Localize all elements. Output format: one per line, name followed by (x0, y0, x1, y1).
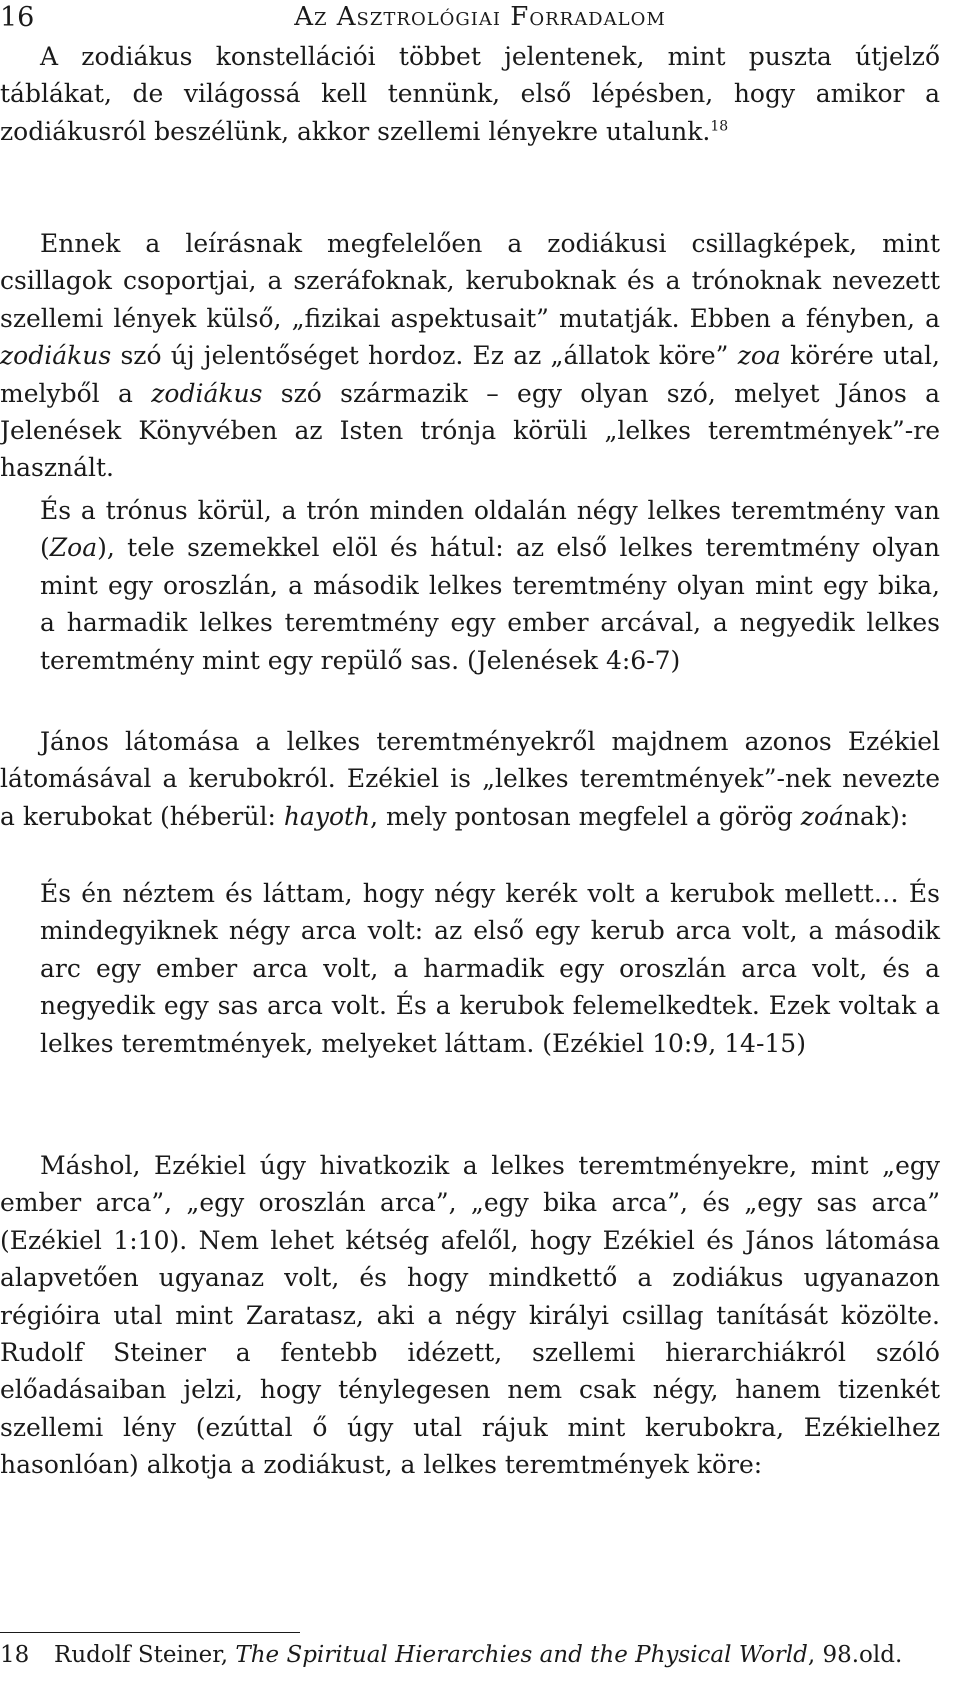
paragraph-1-text: A zodiákus konstellációi többet jelentenek, mint puszta útjelző táblákat, de világossá kell tennünk, első lépésben, hogy amikor a zodiákusról beszélünk, akkor szellemi lényekre utalunk. (0, 42, 940, 146)
paragraph-2 (0, 225, 940, 487)
q1-italic-zoa: Zoa (49, 533, 98, 563)
paragraph-1 (0, 38, 940, 150)
footnote-divider (0, 1632, 300, 1633)
q1-text-2: ), tele szemekkel elöl és hátul: az első lelkes teremtmény olyan mint egy oroszlán, a második lelkes teremtmény olyan mint egy bika, a harmadik lelkes teremtmény egy ember arcával, a negyedik lelkes teremtmény mint egy repülő sas. (Jelenések 4:6-7) (40, 533, 940, 675)
p2-text-4: szó származik – egy olyan szó, melyet János a Jelenések Könyvében az Isten trónja körüli „lelkes teremtmények”-re használt. (0, 378, 941, 483)
footnote-18 (0, 1639, 940, 1671)
p2-text-2: szó új jelentőséget hordoz. Ez az „állatok köre” (111, 341, 738, 371)
footnote-page: , 98.old. (807, 1642, 903, 1668)
p2-text-1: Ennek a leírásnak megfelelően a zodiákusi csillagképek, mint csillagok csoportjai, a szeráfoknak, keruboknak és a trónoknak nevezett szellemi lények külső, „fizikai aspektusait” mutatják. Ebben a fényben, a (0, 229, 940, 333)
paragraph-4: Máshol, Ezékiel úgy hivatkozik a lelkes teremtményekre, mint „egy ember arca”, „egy oroszlán arca”, „egy bika arca”, és „egy sas arca” (Ezékiel 1:10). Nem lehet kétség afelől, hogy Ezékiel és János látomása alapvetően ugyanaz volt, és hogy mindkettő a zodiákus ugyanazon régióira utal mint Zaratasz, aki a négy királyi csillag tanítását közölte. Rudolf Steiner a fentebb idézett, szellemi hierarchiákról szóló előadásaiban jelzi, hogy ténylegesen nem csak négy, hanem tizenkét szellemi lény (ezúttal ő úgy utal rájuk mint kerubokra, Ezékielhez hasonlóan) alkotja a zodiákust, a lelkes teremtmények köre: (0, 1151, 940, 1480)
quotation-ezekiel: És én néztem és láttam, hogy négy kerék volt a kerubok mellett… És mindegyiknek négy arca volt: az első egy kerub arca volt, a második arc egy ember arca volt, a harmadik egy oroszlán arca volt, és a negyedik egy sas arca volt. És a kerubok felemelkedtek. Ezek voltak a lelkes teremtmények, melyeket láttam. (Ezékiel 10:9, 14-15) (40, 879, 940, 1058)
running-title: Az Asztrológiai Forradalom (294, 2, 666, 32)
p3-text-1: János látomása a lelkes teremtményekről majdnem azonos Ezékiel látomásával a kerubokról. Ezékiel is „lelkes teremtmények”-nek nevezte a kerubokat (héberül: (0, 727, 940, 831)
p3-text-2: , mely pontosan megfelel a görög (370, 801, 801, 831)
paragraph-3 (0, 723, 940, 835)
p2-italic-zodiakus-2: zodiákus (151, 378, 263, 408)
footnote-ref-18[interactable]: 18 (710, 118, 729, 135)
p3-italic-zoa: zoá (800, 801, 844, 831)
quotation-revelation (40, 492, 940, 679)
p2-italic-zoa: zoa (737, 341, 781, 371)
p3-text-3: nak): (843, 801, 909, 831)
q1-text-1: És a trónus körül, a trón minden oldalán négy lelkes teremtmény van ( (40, 496, 940, 563)
p3-italic-hayoth: hayoth (283, 801, 371, 831)
footnote-author: Rudolf Steiner, (54, 1642, 236, 1668)
footnote-number: 18 (0, 1642, 30, 1668)
p2-text-3: körére utal, melyből a (0, 341, 940, 408)
page-number: 16 (0, 2, 35, 33)
p2-italic-zodiakus: zodiákus (0, 341, 112, 371)
footnote-book-title: The Spiritual Hierarchies and the Physical World (235, 1642, 808, 1668)
